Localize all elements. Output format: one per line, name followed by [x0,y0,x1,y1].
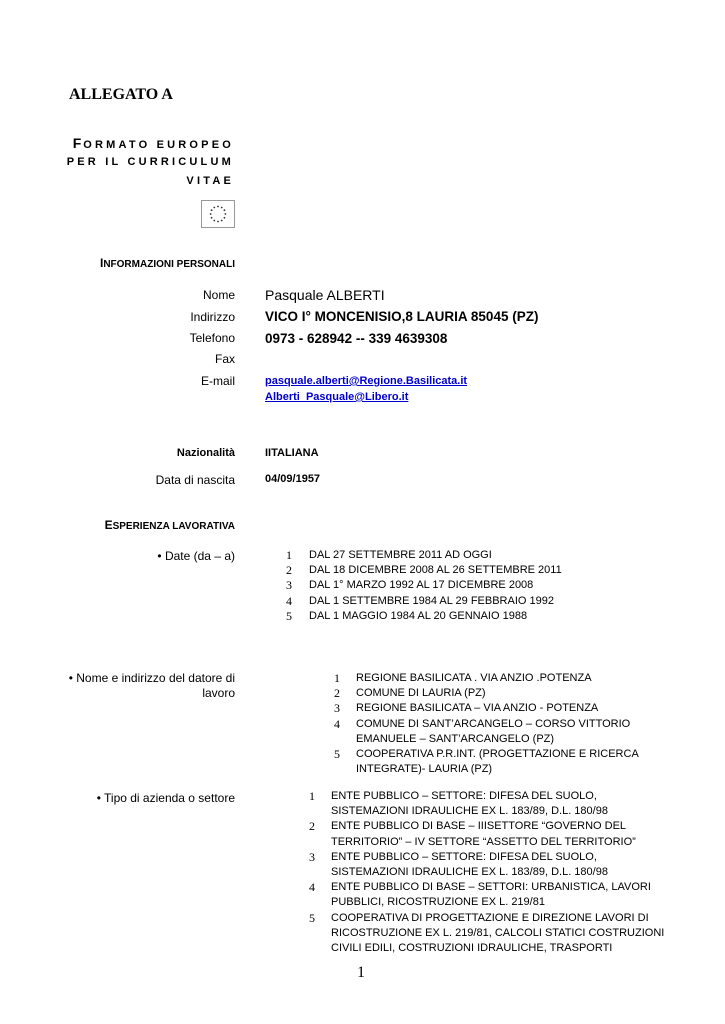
list-item: 4 DAL 1 SETTEMBRE 1984 AL 29 FEBBRAIO 1992 [286,593,554,608]
list-item: 3 DAL 1° MARZO 1992 AL 17 DICEMBRE 2008 [286,578,534,593]
list-item: 1 ENTE PUBBLICO – SETTORE: DIFESA DEL SUOLO, SISTEMAZIONI IDRAULICHE EX L. 183/89, D.L. 180/98 [309,789,608,818]
list-item: 5 DAL 1 MAGGIO 1984 AL 20 GENNAIO 1988 [286,608,528,623]
list-item: 2 ENTE PUBBLICO DI BASE – IIISETTORE “GOVERNO DEL TERRITORIO” – IV SETTORE “ASSETTO DEL TERRITORIO” [309,819,636,848]
document-heading: ALLEGATO A [69,86,173,103]
birthdate-label: Data di nascita [155,473,235,487]
list-item: 2 DAL 18 DICEMBRE 2008 AL 26 SETTEMBRE 2011 [286,563,562,578]
sectors-list [309,789,689,956]
cv-format-title-line-2: PER IL CURRICULUM [66,156,234,168]
address-label: Indirizzo [190,310,235,324]
list-item: 3 ENTE PUBBLICO – SETTORE: DIFESA DEL SUOLO, SISTEMAZIONI IDRAULICHE EX L. 183/89, D.L. 180/98 [309,849,608,879]
section-personal-info-heading: INFORMAZIONI PERSONALI [99,256,235,270]
list-item: 2 COMUNE DI LAURIA (PZ) [334,686,486,701]
nationality-label: Nazionalità [176,447,235,459]
phone-label: Telefono [189,331,235,345]
fax-label: Fax [214,352,235,366]
email-label: E-mail [200,374,235,388]
employers-list [334,671,689,777]
list-item: 1 REGIONE BASILICATA . VIA ANZIO .POTENZA [334,671,592,685]
phone-value: 0973 - 628942 -- 339 4639308 [265,331,448,346]
list-item: 4 COMUNE DI SANT’ARCANGELO – CORSO VITTORIO EMANUELE – SANT’ARCANGELO (PZ) [334,716,631,745]
dates-list [286,548,586,624]
list-item: 5 COOPERATIVA DI PROGETTAZIONE E DIREZIONE LAVORI DI RICOSTRUZIONE EX L. 219/81, CALCOLI STATICI COSTRUZIONI CIVILI EDILI, COSTRUZIONI IDRAULICHE, TRASPORTI [309,910,665,955]
eu-flag-icon [201,200,235,228]
cv-format-title-line-1: FORMATO EUROPEO [72,135,234,151]
email-link-2[interactable]: Alberti_Pasquale@Libero.it [265,391,409,403]
list-item: 1 DAL 27 SETTEMBRE 2011 AD OGGI [286,548,492,562]
sector-label: • Tipo di azienda o settore [96,791,235,805]
email-link-1[interactable]: pasquale.alberti@Regione.Basilicata.it [265,375,468,387]
birthdate-value: 04/09/1957 [265,473,321,485]
list-item: 3 REGIONE BASILICATA – VIA ANZIO - POTENZA [334,701,599,716]
cv-format-title-line-3: VITAE [186,175,234,187]
name-value: Pasquale ALBERTI [265,287,385,303]
page-number: 1 [357,964,365,981]
address-value: VICO I° MONCENISIO,8 LAURIA 85045 (PZ) [265,309,539,324]
name-label: Nome [202,288,235,302]
nationality-value: IITALIANA [265,447,319,459]
list-item: 5 COOPERATIVA P.R.INT. (PROGETTAZIONE E RICERCA INTEGRATE)- LAURIA (PZ) [334,747,639,776]
section-work-experience-heading: ESPERIENZA LAVORATIVA [104,518,235,532]
employer-label: • Nome e indirizzo del datore di lavoro [68,671,235,700]
list-item: 4 ENTE PUBBLICO DI BASE – SETTORI: URBANISTICA, LAVORI PUBBLICI, RICOSTRUZIONE EX L. 219/81 [309,880,651,909]
dates-label: • Date (da – a) [157,549,235,563]
